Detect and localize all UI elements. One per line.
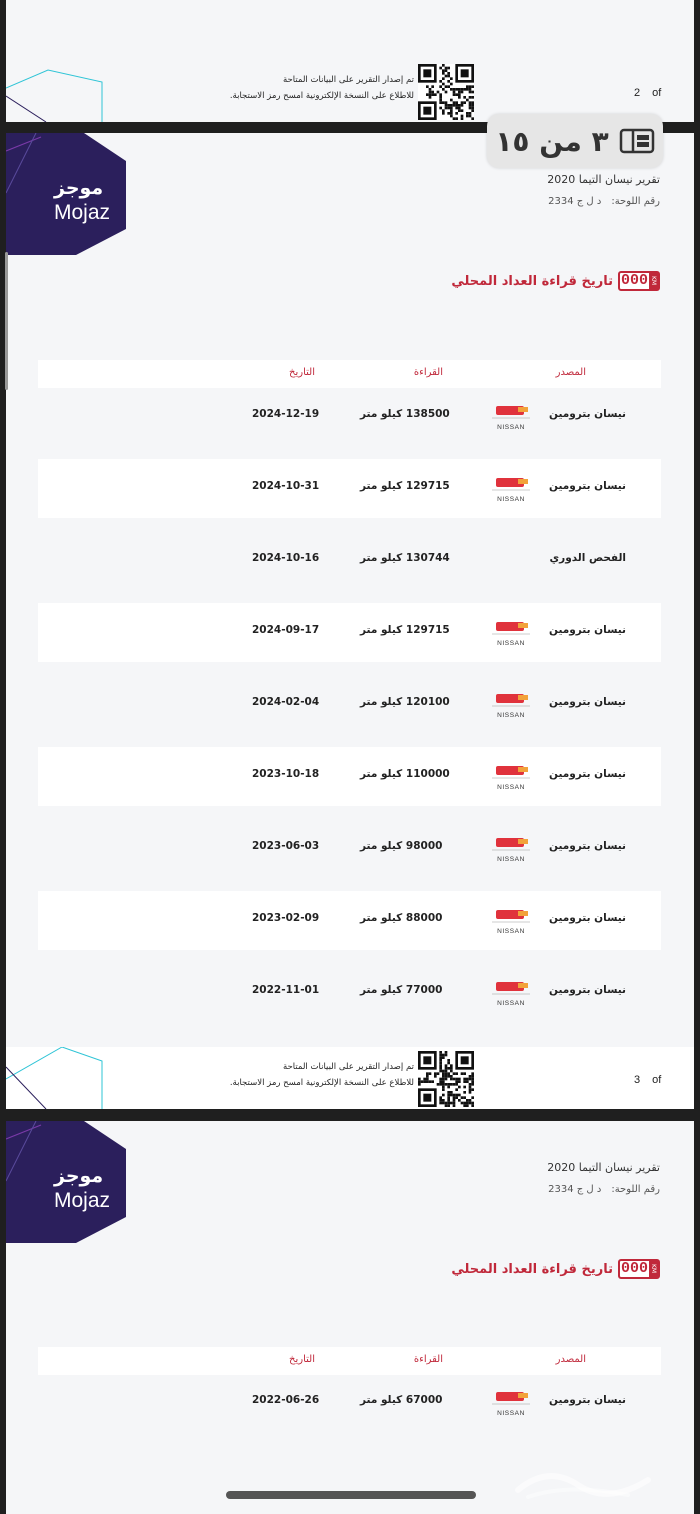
page-footer (6, 1047, 694, 1109)
odometer-unit: KM (649, 273, 658, 289)
table-row (38, 387, 661, 446)
row-reading: 129715 كيلو متر (360, 480, 450, 492)
odometer-icon (618, 1259, 660, 1279)
document-view-icon (619, 128, 655, 154)
nissan-brand-text: NISSAN (497, 640, 525, 647)
row-reading: 110000 كيلو متر (360, 768, 450, 780)
page-number-value: 3 (634, 1074, 641, 1086)
odometer-digits: 000 (620, 272, 648, 289)
page-of-label: of (652, 1074, 662, 1086)
section-title-text: تاريخ قراءة العداد المحلي (451, 273, 613, 289)
qr-code-icon[interactable] (418, 1051, 474, 1107)
table-row (38, 675, 661, 734)
report-title: تقرير نيسان التيما 2020 (547, 1161, 660, 1174)
report-page-3 (6, 133, 694, 1109)
logo-english: Mojaz (54, 201, 111, 224)
row-reading: 88000 كيلو متر (360, 912, 443, 924)
row-reading: 120100 كيلو متر (360, 696, 450, 708)
nissan-brand-text: NISSAN (497, 496, 525, 503)
row-date: 2024-02-04 (252, 696, 320, 708)
nissan-logo-icon (488, 474, 534, 504)
page-number-value: 2 (634, 87, 641, 99)
row-source: الفحص الدوري (549, 552, 626, 564)
row-source: نيسان بترومين (549, 840, 626, 852)
table-row (38, 1373, 661, 1432)
table-row (38, 819, 661, 878)
table-header (38, 1347, 661, 1375)
row-date: 2024-10-31 (252, 480, 320, 492)
row-date: 2024-12-19 (252, 408, 320, 420)
nissan-brand-text: NISSAN (497, 928, 525, 935)
table-header (38, 360, 661, 388)
header-date: التاريخ (289, 1354, 315, 1365)
plate-label: رقم اللوحة: (611, 196, 660, 207)
hexagon-decoration (6, 1047, 116, 1109)
qr-code-icon[interactable] (418, 64, 474, 120)
nissan-logo-icon (488, 978, 534, 1008)
header-date: التاريخ (289, 367, 315, 378)
nissan-logo-icon (488, 618, 534, 648)
nissan-brand-text: NISSAN (497, 424, 525, 431)
row-source: نيسان بترومين (549, 480, 626, 492)
plate-value: د ل ج 2334 (548, 1184, 602, 1195)
issue-info (218, 72, 414, 104)
nissan-logo-icon (488, 402, 534, 432)
row-date: 2023-10-18 (252, 768, 320, 780)
header-reading: القراءة (413, 1354, 443, 1365)
page-indicator-text: ٣ من ١٥ (495, 124, 609, 158)
section-title (451, 1259, 660, 1279)
page-number (622, 87, 661, 99)
nissan-logo-icon (488, 1388, 534, 1418)
scrollbar[interactable] (5, 252, 8, 390)
plate-info (548, 1184, 660, 1195)
row-date: 2023-06-03 (252, 840, 320, 852)
row-source: نيسان بترومين (549, 1394, 626, 1406)
nissan-brand-text: NISSAN (497, 712, 525, 719)
row-source: نيسان بترومين (549, 696, 626, 708)
row-source: نيسان بترومين (549, 912, 626, 924)
table-row (38, 747, 661, 806)
row-date: 2024-09-17 (252, 624, 320, 636)
row-reading: 129715 كيلو متر (360, 624, 450, 636)
odometer-icon (618, 271, 660, 291)
table-row (38, 963, 661, 1022)
header-source: المصدر (555, 1354, 586, 1365)
nissan-logo-icon (488, 762, 534, 792)
report-title: تقرير نيسان التيما 2020 (547, 173, 660, 186)
nissan-logo-icon (488, 834, 534, 864)
scan-text: للاطلاع على النسخة الإلكترونية امسح رمز الاستجابة. (229, 91, 414, 101)
nissan-brand-text: NISSAN (497, 856, 525, 863)
nissan-brand-text: NISSAN (497, 1000, 525, 1007)
row-source: نيسان بترومين (549, 984, 626, 996)
row-reading: 138500 كيلو متر (360, 408, 450, 420)
table-row (38, 891, 661, 950)
nissan-brand-text: NISSAN (497, 784, 525, 791)
row-reading: 67000 كيلو متر (360, 1394, 443, 1406)
logo-arabic: موجز (54, 177, 104, 199)
scan-text: للاطلاع على النسخة الإلكترونية امسح رمز الاستجابة. (229, 1078, 414, 1088)
header-source: المصدر (555, 367, 586, 378)
row-reading: 77000 كيلو متر (360, 984, 443, 996)
report-page-2 (6, 0, 694, 122)
plate-info (548, 196, 660, 207)
page-indicator-pill[interactable] (487, 114, 663, 168)
table-row (38, 603, 661, 662)
nissan-brand-text: NISSAN (497, 1410, 525, 1417)
page-footer (6, 60, 694, 122)
logo-english: Mojaz (54, 1189, 111, 1212)
row-source: نيسان بترومين (549, 408, 626, 420)
nissan-logo-icon (488, 690, 534, 720)
section-title-text: تاريخ قراءة العداد المحلي (451, 1261, 613, 1277)
table-row (38, 531, 661, 590)
odometer-digits: 000 (620, 1260, 648, 1277)
haraj-watermark-icon (508, 1455, 658, 1505)
logo-arabic: موجز (54, 1165, 104, 1187)
row-source: نيسان بترومين (549, 624, 626, 636)
issue-info (218, 1059, 414, 1091)
row-date: 2023-02-09 (252, 912, 320, 924)
table-row (38, 459, 661, 518)
nissan-logo-icon (488, 906, 534, 936)
row-reading: 130744 كيلو متر (360, 552, 450, 564)
row-date: 2022-11-01 (252, 984, 320, 996)
plate-label: رقم اللوحة: (611, 1184, 660, 1195)
page-of-label: of (652, 87, 662, 99)
row-source: نيسان بترومين (549, 768, 626, 780)
issued-text: تم إصدار التقرير على البيانات المتاحة (282, 75, 414, 85)
section-title (451, 271, 660, 291)
issued-text: تم إصدار التقرير على البيانات المتاحة (282, 1062, 414, 1072)
plate-value: د ل ج 2334 (548, 196, 602, 207)
home-indicator[interactable] (226, 1491, 476, 1499)
row-reading: 98000 كيلو متر (360, 840, 443, 852)
row-date: 2022-06-26 (252, 1394, 320, 1406)
header-reading: القراءة (413, 367, 443, 378)
row-date: 2024-10-16 (252, 552, 320, 564)
page-number (622, 1074, 661, 1086)
odometer-unit: KM (649, 1261, 658, 1277)
